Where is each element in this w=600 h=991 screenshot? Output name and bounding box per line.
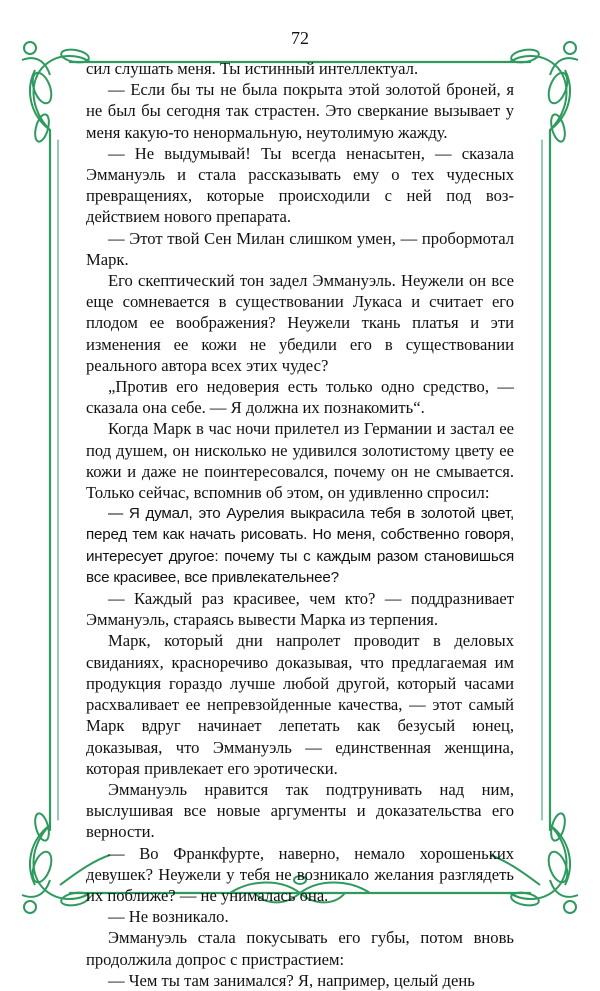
paragraph: — Чем ты там занимался? Я, например, целый день bbox=[108, 970, 475, 990]
body-text bbox=[86, 58, 514, 991]
paragraph: — Этот твой Сен Милан слишком умен, — пробормотал Марк. bbox=[86, 228, 514, 269]
paragraph: — Не выдумывай! Ты всегда ненасытен, — сказала Эммануэль и стала рассказывать ему о тех чудесных превращениях, которые происходили с ней под воздействием нового препарата. bbox=[86, 143, 514, 227]
paragraph: — Я думал, это Аурелия выкрасила тебя в золотой цвет, перед тем как начать рисовать. Но меня, собственно говоря, интересует другое: почему ты с каждым разом становишься все красивее, все привлекательнее? bbox=[86, 505, 514, 586]
paragraph: Его скептический тон задел Эммануэль. Неужели он все еще сомневается в существовании Лукаса и считает его плодом ее воображения? Неужели ткань платья и эти изменения ее кожи не убедили его в существовании реального автора всех этих чудес? bbox=[86, 271, 514, 375]
paragraph: — Во Франкфурте, наверно, немало хорошеньких девушек? Неужели у тебя не возникало желания разглядеть их поближе? — не унималась она. bbox=[86, 843, 514, 905]
paragraph: Эммануэль стала покусывать его губы, потом вновь продолжила допрос с пристрастием: bbox=[86, 928, 514, 969]
corner-ornament-top-right bbox=[510, 42, 578, 143]
paragraph: „Против его недоверия есть только одно средство, — сказала она себе. — Я должна их познакомить“. bbox=[86, 377, 514, 418]
paragraph: Марк, который дни напролет проводит в деловых свиданиях, красноречиво доказывая, что предлагаемая им продукция гораздо лучше любой другой, который часами расхваливает ее непревзойденные качества, — этот самый Марк вдруг начинает лепетать как безусый юнец, доказывая, что Эммануэль — единственная женщина, которая привлекает его эротически. bbox=[86, 631, 514, 778]
paragraph: — Каждый раз красивее, чем кто? — поддразнивает Эммануэль, стараясь вывести Марка из терпения. bbox=[86, 589, 514, 630]
paragraph: — Не возникало. bbox=[108, 907, 229, 927]
paragraph: сил слушать меня. Ты истинный интеллектуал. bbox=[86, 59, 419, 78]
paragraph: Когда Марк в час ночи прилетел из Германии и застал ее под душем, он нисколько не удивился золотистому цвету ее кожи и даже не поинтересовался, почему он не смывается. Только сейчас, вспомнив об этом, он удивленно спросил: bbox=[86, 419, 514, 503]
paragraph: — Если бы ты не была покрыта этой золотой броней, я не был бы сегодня так страстен. Это сверкание вызывает у меня какую-то ненормальную, неутолимую жажду. bbox=[86, 80, 514, 142]
page-number: 72 bbox=[291, 28, 309, 48]
paragraph: Эммануэль нравится так подтрунивать над ним, выслушивая все новые аргументы и доказательства его верности. bbox=[86, 779, 514, 842]
corner-ornament-top-left bbox=[22, 42, 90, 143]
